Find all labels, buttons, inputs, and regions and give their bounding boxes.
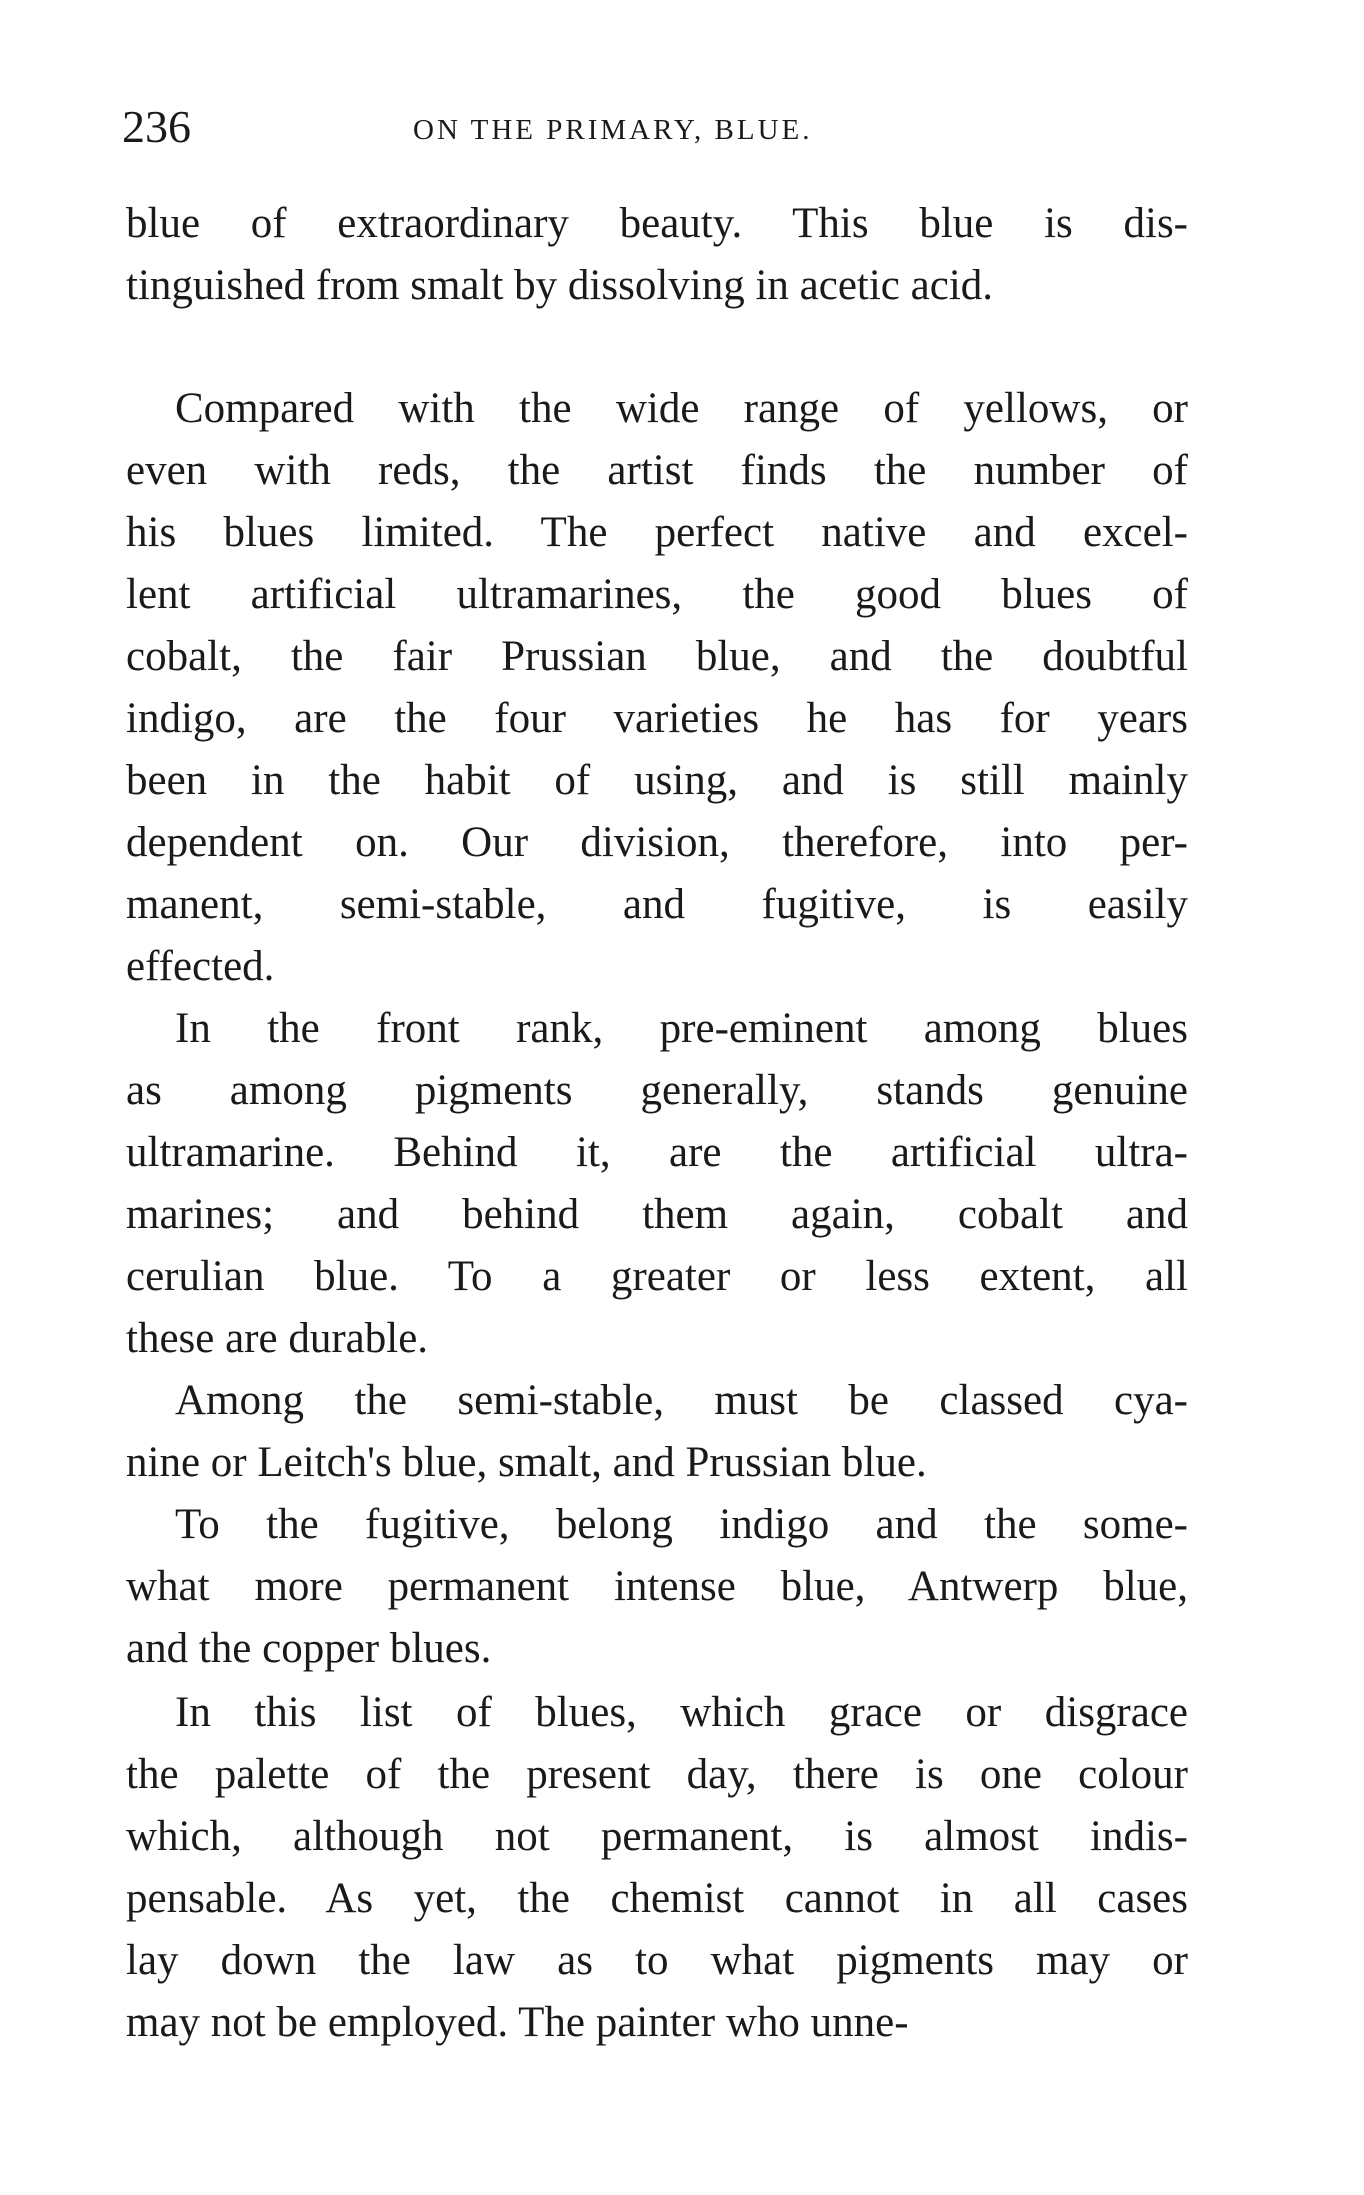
text-line: as among pigments generally, stands genuine xyxy=(126,1067,1188,1114)
text-line: blue of extraordinary beauty. This blue is dis- xyxy=(126,200,1188,247)
running-title: ON THE PRIMARY, BLUE. xyxy=(413,114,813,146)
text-line: effected. xyxy=(126,943,275,990)
text-line: his blues limited. The perfect native and excel- xyxy=(126,509,1188,556)
text-line: In this list of blues, which grace or disgrace xyxy=(175,1689,1188,1736)
text-line: nine or Leitch's blue, smalt, and Prussian blue. xyxy=(126,1439,927,1486)
text-line: dependent on. Our division, therefore, into per- xyxy=(126,819,1188,866)
text-line: cerulian blue. To a greater or less extent, all xyxy=(126,1253,1188,1300)
text-line: lent artificial ultramarines, the good blues of xyxy=(126,571,1188,618)
text-line: In the front rank, pre-eminent among blues xyxy=(175,1005,1188,1052)
text-line: indigo, are the four varieties he has for years xyxy=(126,695,1188,742)
text-line: and the copper blues. xyxy=(126,1625,492,1672)
text-line: ultramarine. Behind it, are the artificial ultra- xyxy=(126,1129,1188,1176)
text-line: even with reds, the artist finds the number of xyxy=(126,447,1188,494)
text-line: the palette of the present day, there is one colour xyxy=(126,1751,1188,1798)
page-number: 236 xyxy=(122,101,191,152)
text-line: manent, semi-stable, and fugitive, is easily xyxy=(126,881,1188,928)
text-line: may not be employed. The painter who unne- xyxy=(126,1999,909,2046)
text-line: cobalt, the fair Prussian blue, and the doubtful xyxy=(126,633,1188,680)
text-line: lay down the law as to what pigments may or xyxy=(126,1937,1188,1984)
text-line: Among the semi-stable, must be classed cya- xyxy=(175,1377,1188,1424)
text-line: these are durable. xyxy=(126,1315,429,1362)
text-line: what more permanent intense blue, Antwerp blue, xyxy=(126,1563,1188,1610)
text-line: To the fugitive, belong indigo and the some- xyxy=(175,1501,1188,1548)
text-line: tinguished from smalt by dissolving in acetic acid. xyxy=(126,262,994,309)
text-line: which, although not permanent, is almost indis- xyxy=(126,1813,1188,1860)
text-line: pensable. As yet, the chemist cannot in all cases xyxy=(126,1875,1188,1922)
text-line: Compared with the wide range of yellows, or xyxy=(175,385,1188,432)
text-line: been in the habit of using, and is still mainly xyxy=(126,757,1188,804)
text-line: marines; and behind them again, cobalt and xyxy=(126,1191,1188,1238)
